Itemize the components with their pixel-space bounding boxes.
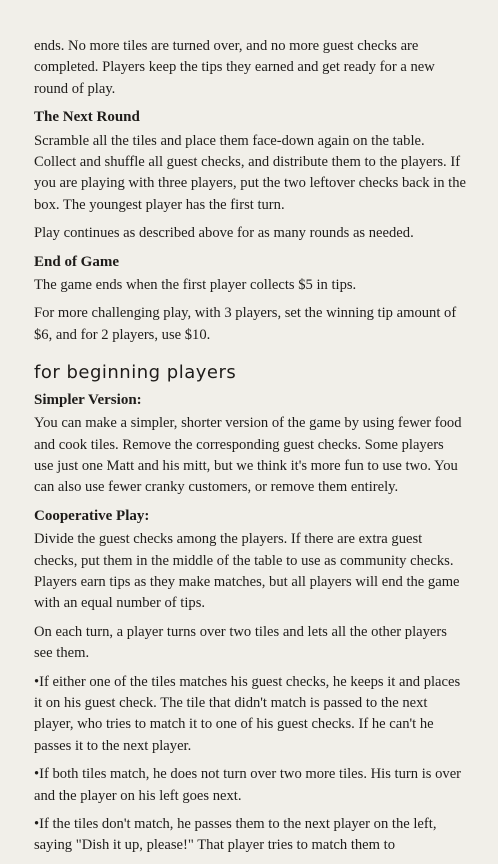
cooperative-play-heading: Cooperative Play: [34, 507, 150, 524]
cooperative-bullet-2: •If both tiles match, he does not turn over two more tiles. His turn is over and the player on his left goes next. [34, 766, 462, 804]
beginners-heading: for beginning players [34, 362, 237, 384]
cooperative-bullet-3: •If the tiles don't match, he passes them to the next player on the left, saying "Dish it up, please!" That player tries to match them to [34, 816, 437, 854]
cooperative-bullet-1: •If either one of the tiles matches his guest checks, he keeps it and places it on his guest check. The tile that didn't match is passed to the next player, who tries to match it to one of his guest checks. If he can't he passes it to the next player. [34, 673, 461, 754]
cooperative-paragraph-1: Divide the guest checks among the players. If there are extra guest checks, put them in the middle of the table to use as community checks. Players earn tips as they make matches, but all players will end the game with an equal number of tips. [34, 531, 460, 612]
end-game-heading: End of Game [34, 253, 120, 270]
next-round-heading: The Next Round [34, 109, 140, 126]
simpler-version-heading: Simpler Version: [34, 391, 142, 408]
rules-page [34, 36, 466, 864]
simpler-version-paragraph: You can make a simpler, shorter version of the game by using fewer food and cook tiles. Remove the corresponding guest checks. Some players use just one Matt and his mitt, but we think it's more fun to use two. You can also use fewer cranky customers, or remove them entirely. [34, 415, 462, 496]
end-game-paragraph: The game ends when the first player collects $5 in tips. [34, 277, 357, 294]
challenge-paragraph: For more challenging play, with 3 players, set the winning tip amount of $6, and for 2 players, use $10. [34, 305, 457, 343]
cooperative-paragraph-2: On each turn, a player turns over two tiles and lets all the other players see them. [34, 623, 447, 662]
next-round-paragraph: Scramble all the tiles and place them face-down again on the table. Collect and shuffle all guest checks, and distribute them to the players. If you are playing with three players, put the two leftover checks back in the box. The youngest player has the first turn. [34, 132, 466, 213]
next-round-continue: Play continues as described above for as many rounds as needed. [34, 225, 414, 242]
intro-paragraph: ends. No more tiles are turned over, and no more guest checks are completed. Players keep the tips they earned and get ready for a new round of play. [34, 38, 435, 97]
